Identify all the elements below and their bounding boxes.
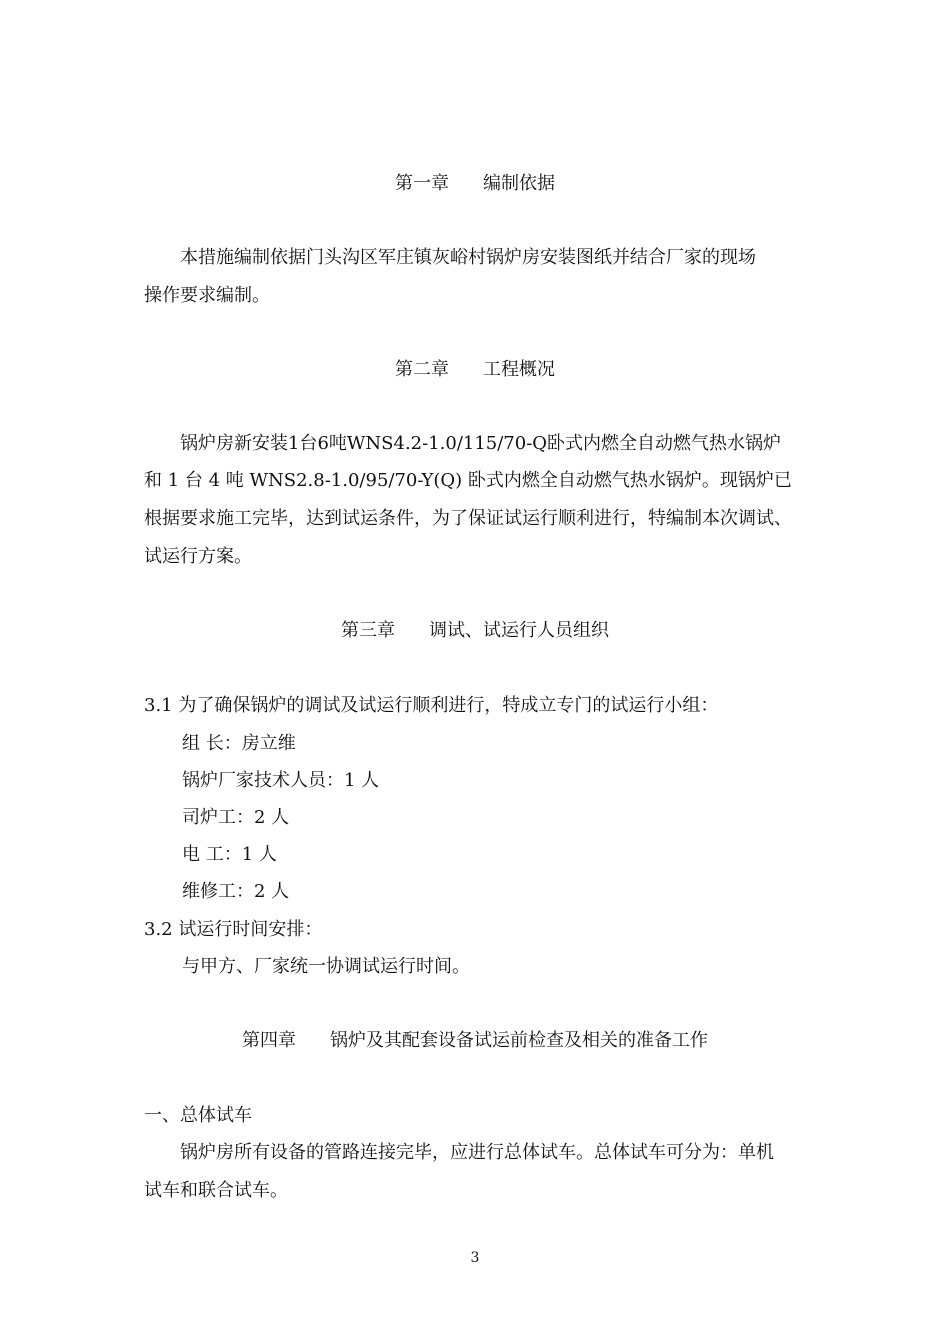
section-3-1: 3.1 为了确保锅炉的调试及试运行顺利进行，特成立专门的试运行小组： (144, 695, 719, 716)
page-number: 3 (470, 1250, 480, 1266)
chapter-2-paragraph-line-2: 和 1 台 4 吨 WNS2.8-1.0/95/70-Y(Q) 卧式内燃全自动燃气热水锅炉。现锅炉已 (144, 470, 792, 491)
chapter-3-title: 调试、试运行人员组织 (429, 620, 609, 641)
chapter-2-title: 工程概况 (483, 359, 555, 380)
chapter-2-number: 第二章 (395, 359, 449, 380)
member-boiler-operator: 司炉工：2 人 (182, 807, 290, 828)
chapter-3-heading (0, 619, 950, 643)
member-maintenance: 维修工：2 人 (182, 881, 290, 902)
chapter-4-paragraph-line-1: 锅炉房所有设备的管路连接完毕，应进行总体试车。总体试车可分为：单机 (180, 1142, 774, 1163)
section-3-2-text: 与甲方、厂家统一协调试运行时间。 (182, 956, 470, 977)
chapter-2-paragraph-line-4: 试运行方案。 (144, 546, 252, 567)
chapter-3-number: 第三章 (341, 620, 395, 641)
chapter-2-paragraph-line-3: 根据要求施工完毕，达到试运条件，为了保证试运行顺利进行，特编制本次调试、 (144, 508, 792, 529)
chapter-4-heading (0, 1029, 950, 1053)
chapter-4-title: 锅炉及其配套设备试运前检查及相关的准备工作 (330, 1030, 708, 1051)
section-3-2: 3.2 试运行时间安排： (144, 919, 323, 940)
chapter-4-subheading-1: 一、总体试车 (144, 1105, 252, 1126)
member-group-leader: 组 长：房立维 (182, 733, 296, 754)
member-electrician: 电 工：1 人 (182, 844, 277, 865)
chapter-2-paragraph-line-1: 锅炉房新安装1台6吨WNS4.2-1.0/115/70-Q卧式内燃全自动燃气热水锅炉 (180, 433, 782, 454)
chapter-4-paragraph-line-2: 试车和联合试车。 (144, 1180, 288, 1201)
chapter-1-title: 编制依据 (483, 173, 555, 194)
chapter-1-heading (0, 172, 950, 196)
chapter-4-number: 第四章 (242, 1030, 296, 1051)
chapter-1-paragraph-line-2: 操作要求编制。 (144, 285, 270, 306)
chapter-1-paragraph-line-1: 本措施编制依据门头沟区军庄镇灰峪村锅炉房安装图纸并结合厂家的现场 (180, 247, 756, 268)
chapter-1-number: 第一章 (395, 173, 449, 194)
member-manufacturer-tech: 锅炉厂家技术人员：1 人 (182, 770, 380, 791)
chapter-2-heading (0, 358, 950, 382)
